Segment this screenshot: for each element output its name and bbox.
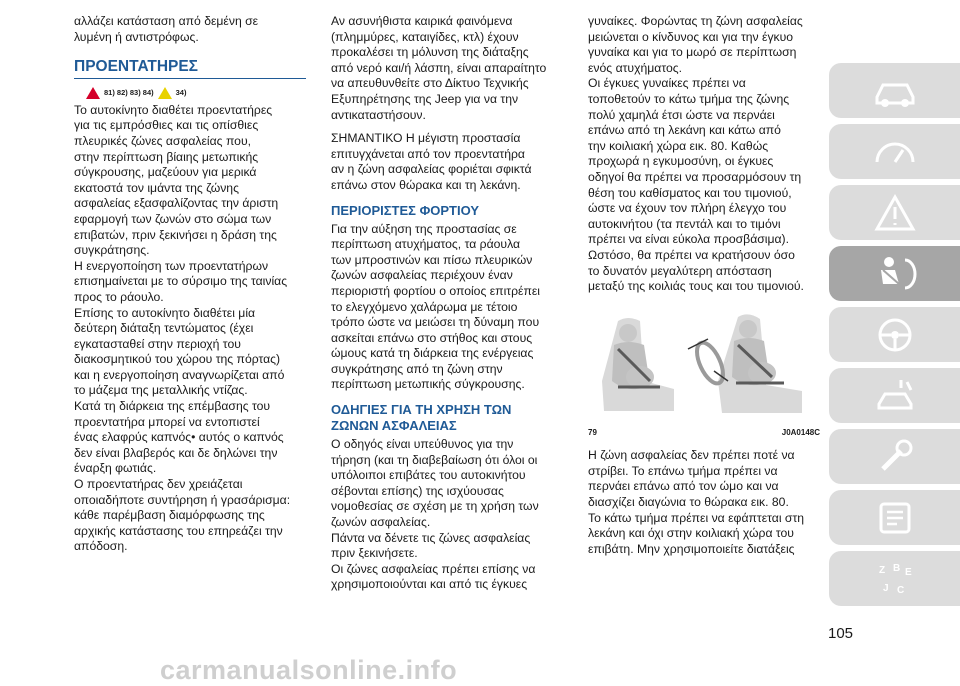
warning-lights-icon xyxy=(871,193,919,233)
weather-paragraph: Αν ασυνήθιστα καιρικά φαινόμενα (πλημμύρες, καταιγίδες, κτλ) έχουν προκαλέσει τη μόλυνση της διάταξης από νερό και/ή λάσπη, είναι απαραίτητο να απευθυνθείτε στο Δίκτυο Τεχνικής Εξυπηρέτησης της Jeep για να την αντικαταστήσουν. xyxy=(331,14,547,122)
column-3 xyxy=(588,14,820,557)
svg-text:C: C xyxy=(896,584,904,596)
intro-text: αλλάζει κατάσταση από δεμένη σε λυμένη ή αντιστρόφως. xyxy=(74,14,259,44)
column-2 xyxy=(331,14,563,593)
warning-references xyxy=(86,85,306,101)
figure-code: J0A0148C xyxy=(781,427,820,437)
figure-pregnant-seatbelt xyxy=(588,309,820,421)
specs-icon xyxy=(871,498,919,538)
belt-twist-paragraph: Η ζώνη ασφαλείας δεν πρέπει ποτέ να στρίβει. Το επάνω τμήμα πρέπει να περνάει επάνω από τον ώμο και να διασχίζει διαγώνια το θώρακα εικ. 80. Το κάτω τμήμα πρέπει να εφάπτεται στη λεκάνη και όχι στην κοιλιακή χώρα του επιβάτη. Μην χρησιμοποιείτε διατάξεις xyxy=(588,448,805,556)
tab-dashboard[interactable] xyxy=(829,124,960,179)
danger-refs: 81) 82) 83) 84) xyxy=(104,88,154,98)
danger-triangle-icon xyxy=(86,87,100,99)
figure-caption xyxy=(588,425,820,441)
tab-emergency[interactable] xyxy=(829,368,960,423)
chapter-sidebar xyxy=(829,63,960,612)
tab-car-overview[interactable] xyxy=(829,63,960,118)
tab-specs[interactable] xyxy=(829,490,960,545)
svg-text:E: E xyxy=(904,566,912,578)
car-overview-icon xyxy=(871,71,919,111)
load-limiters-body: Για την αύξηση της προστασίας σε περίπτωση ατυχήματος, τα ράουλα των μπροστινών και πίσω πλευρικών ζωνών ασφαλείας περιέχουν έναν περιοριστή φορτίου ο οποίος επιτρέπει το ελεγχόμενο χαλάρωμα με τέτοιο τρόπο ώστε να μειώσει τη δύναμη που ασκείται επάνω στο στήθος και στους ώμους κατά τη διάρκεια της ενέργειας συγκράτησης από τη ζώνη στην περίπτωση μετωπικής σύγκρουσης. xyxy=(331,221,541,392)
tab-index[interactable] xyxy=(829,551,960,606)
index-letters-icon xyxy=(871,559,919,599)
dashboard-gauge-icon xyxy=(871,132,919,172)
service-wrench-icon xyxy=(871,437,919,477)
caution-refs: 34) xyxy=(175,88,187,98)
pregnant-paragraph: γυναίκες. Φορώντας τη ζώνη ασφαλείας μειώνεται ο κίνδυνος και για την έγκυο γυναίκα και για το μωρό σε περίπτωση ενός ατυχήματος. Οι έγκυες γυναίκες πρέπει να τοποθετούν το κάτω τμήμα της ζώνης πολύ χαμηλά έτσι ώστε να περνάει επάνω από τη λεκάνη και κάτω από την κοιλιακή χώρα εικ. 80. Καθώς προχωρά η εγκυμοσύνη, οι έγκυες οδηγοί θα πρέπει να προσαρμόσουν τη θέση του καθίσματος και του τιμονιού, ώστε να έχουν τον πλήρη έλεγχο του αυτοκινήτου (τα πεντάλ και το τιμόνι πρέπει να είναι εύκολα προσβάσιμα). Ωστόσο, θα πρέπει να κρατήσουν όσο το δυνατόν μεγαλύτερη απόσταση μεταξύ της κοιλιάς τους και του τιμονιού. xyxy=(588,14,804,294)
page-number: 105 xyxy=(828,625,854,642)
tab-steering-wheel[interactable] xyxy=(829,307,960,362)
caution-triangle-icon xyxy=(158,87,172,99)
seat-safety-icon xyxy=(871,254,919,294)
emergency-icon xyxy=(871,376,919,416)
tab-seat-safety[interactable] xyxy=(829,246,960,301)
steering-wheel-icon xyxy=(871,315,919,355)
figure-number: 79 xyxy=(588,427,597,437)
column-1 xyxy=(74,14,306,555)
tab-service[interactable] xyxy=(829,429,960,484)
svg-text:Z: Z xyxy=(878,564,885,576)
pregnant-seatbelt-illustration xyxy=(588,309,820,421)
usage-body: Ο οδηγός είναι υπεύθυνος για την τήρηση (και τη διαβεβαίωση ότι όλοι οι υπόλοιποι επιβάτες του αυτοκινήτου σέβονται επίσης) της ισχύουσας νομοθεσίας σε σχέση με τη χρήση των ζωνών ασφαλείας. Πάντα να δένετε τις ζώνες ασφαλείας πριν ξεκινήσετε. Οι ζώνες ασφαλείας πρέπει επίσης να χρησιμοποιούνται και από τις έγκυες xyxy=(331,437,539,592)
svg-text:B: B xyxy=(892,562,900,574)
section-heading-load-limiters: ΠΕΡΙΟΡΙΣΤΕΣ ΦΟΡΤΙΟΥ xyxy=(331,202,479,218)
important-paragraph: ΣΗΜΑΝΤΙΚΟ Η μέγιστη προστασία επιτυγχάνεται από τον προεντατήρα αν η ζώνη ασφαλείας φοριέται σφικτά επάνω στον θώρακα και τη λεκάνη. xyxy=(331,131,532,192)
tab-warning-lights[interactable] xyxy=(829,185,960,240)
watermark: carmanualsonline.info xyxy=(160,655,458,685)
section-heading-pretensioners: ΠΡΟΕΝΤΑΤΗΡΕΣ xyxy=(74,59,306,79)
section-heading-usage: ΟΔΗΓΙΕΣ ΓΙΑ ΤΗ ΧΡΗΣΗ ΤΩΝ ΖΩΝΩΝ ΑΣΦΑΛΕΙΑΣ xyxy=(331,402,512,434)
svg-text:J: J xyxy=(882,582,889,594)
pretensioners-body: Το αυτοκίνητο διαθέτει προεντατήρες για τις εμπρόσθιες και τις οπίσθιες πλευρικές ζώνες ασφαλείας που, στην περίπτωση βίαιης μετωπικής σύγκρουσης, μαζεύουν για μερικά εκατοστά τον ιμάντα της ζώνης ασφαλείας εξασφαλίζοντας την άριστη εφαρμογή των ζωνών στο σώμα των επιβατών, πριν ξεκινήσει η δράση της συγκράτησης. Η ενεργοποίηση των προεντατήρων επισημαίνεται με το σύρσιμο της ταινίας προς το ράουλο. Επίσης το αυτοκίνητο διαθέτει μία δεύτερη διάταξη τεντώματος (έχει εγκατασταθεί στην περιοχή του διακοσμητικού του χώρου της πόρτας) και η ενεργοποίηση αναγνωρίζεται από το μάζεμα της μεταλλικής ντίζας. Κατά τη διάρκεια της επέμβασης του προεντατήρα μπορεί να εντοπιστεί ένας ελαφρύς καπνός• αυτός ο καπνός δεν είναι βλαβερός και δε δηλώνει την έναρξη φωτιάς. Ο προεντατήρας δεν χρειάζεται οποιαδήποτε συντήρηση ή γρασάρισμα: κάθε παρέμβαση διαμόρφωσης της αρχικής κατάστασης του επηρεάζει την απόδοση. xyxy=(74,102,291,554)
